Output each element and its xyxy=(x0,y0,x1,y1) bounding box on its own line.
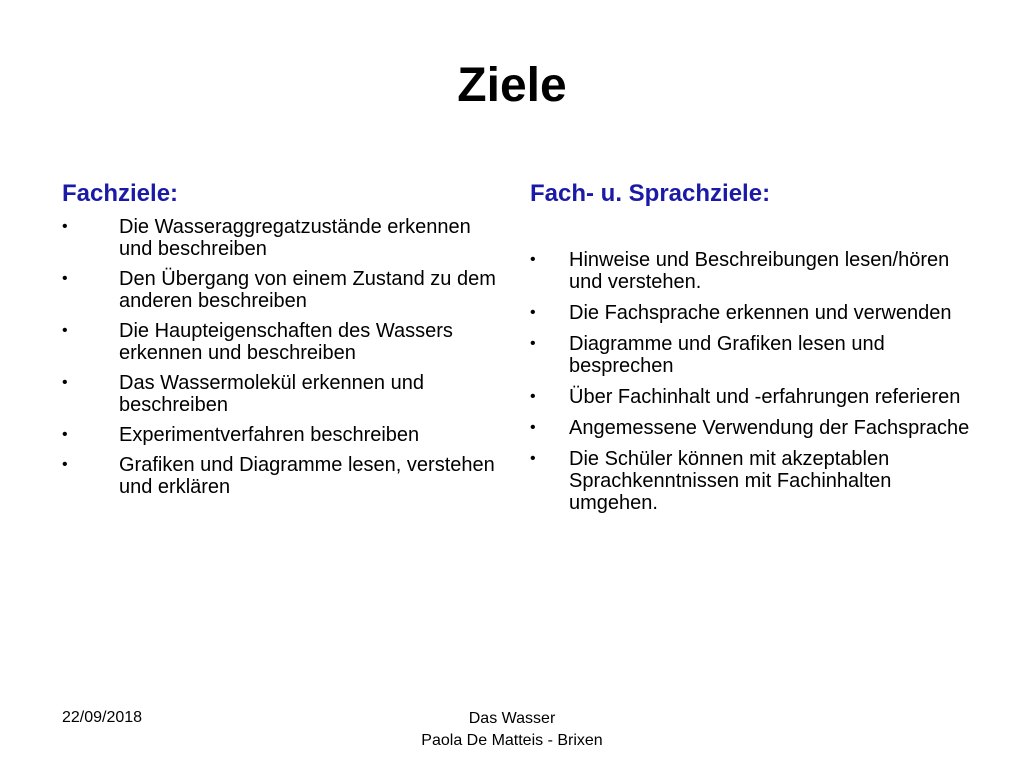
list-item xyxy=(530,417,970,439)
fachziele-list xyxy=(62,216,502,498)
list-item-text: Die Wasseraggregatzustände erkennen und beschreiben xyxy=(119,216,471,260)
bullet-icon: • xyxy=(62,456,68,473)
list-item xyxy=(530,448,970,514)
fachziele-heading: Fachziele: xyxy=(62,180,179,207)
list-item-text: Die Fachsprache erkennen und verwenden xyxy=(569,302,952,324)
bullet-icon: • xyxy=(530,304,536,321)
footer-author: Paola De Matteis - Brixen xyxy=(421,732,603,749)
list-item xyxy=(62,424,502,446)
bullet-icon: • xyxy=(62,218,68,235)
list-item-text: Die Haupteigenschaften des Wassers erkennen und beschreiben xyxy=(119,320,453,364)
list-item xyxy=(530,249,970,293)
slide-title: Ziele xyxy=(457,59,567,112)
list-item xyxy=(530,386,970,408)
sprachziele-list xyxy=(530,249,970,514)
bullet-icon: • xyxy=(530,450,536,467)
list-item xyxy=(62,372,502,416)
footer-center xyxy=(362,708,662,752)
list-item xyxy=(62,216,502,260)
footer-date: 22/09/2018 xyxy=(62,709,143,726)
list-item-text: Grafiken und Diagramme lesen, verstehen und erklären xyxy=(119,454,495,498)
bullet-icon: • xyxy=(62,270,68,287)
bullet-icon: • xyxy=(530,335,536,352)
bullet-icon: • xyxy=(530,419,536,436)
list-item-text: Diagramme und Grafiken lesen und besprechen xyxy=(569,333,885,377)
fachziele-column xyxy=(62,180,502,506)
list-item-text: Experimentverfahren beschreiben xyxy=(119,424,420,446)
list-item-text: Hinweise und Beschreibungen lesen/hören und verstehen. xyxy=(569,249,950,293)
sprachziele-heading: Fach- u. Sprachziele: xyxy=(530,180,771,207)
bullet-icon: • xyxy=(530,251,536,268)
list-item xyxy=(530,333,970,377)
list-item-text: Das Wassermolekül erkennen und beschreiben xyxy=(119,372,424,416)
bullet-icon: • xyxy=(62,426,68,443)
list-item-text: Angemessene Verwendung der Fachsprache xyxy=(569,417,970,439)
list-item xyxy=(62,320,502,364)
bullet-icon: • xyxy=(530,388,536,405)
list-item xyxy=(530,302,970,324)
list-item xyxy=(62,454,502,498)
bullet-icon: • xyxy=(62,374,68,391)
list-item-text: Die Schüler können mit akzeptablen Sprachkenntnissen mit Fachinhalten umgehen. xyxy=(569,448,892,514)
list-item-text: Den Übergang von einem Zustand zu dem anderen beschreiben xyxy=(119,268,496,312)
list-item xyxy=(62,268,502,312)
bullet-icon: • xyxy=(62,322,68,339)
list-item-text: Über Fachinhalt und -erfahrungen referieren xyxy=(569,386,961,408)
sprachziele-column xyxy=(530,180,970,523)
footer-topic: Das Wasser xyxy=(468,710,556,727)
